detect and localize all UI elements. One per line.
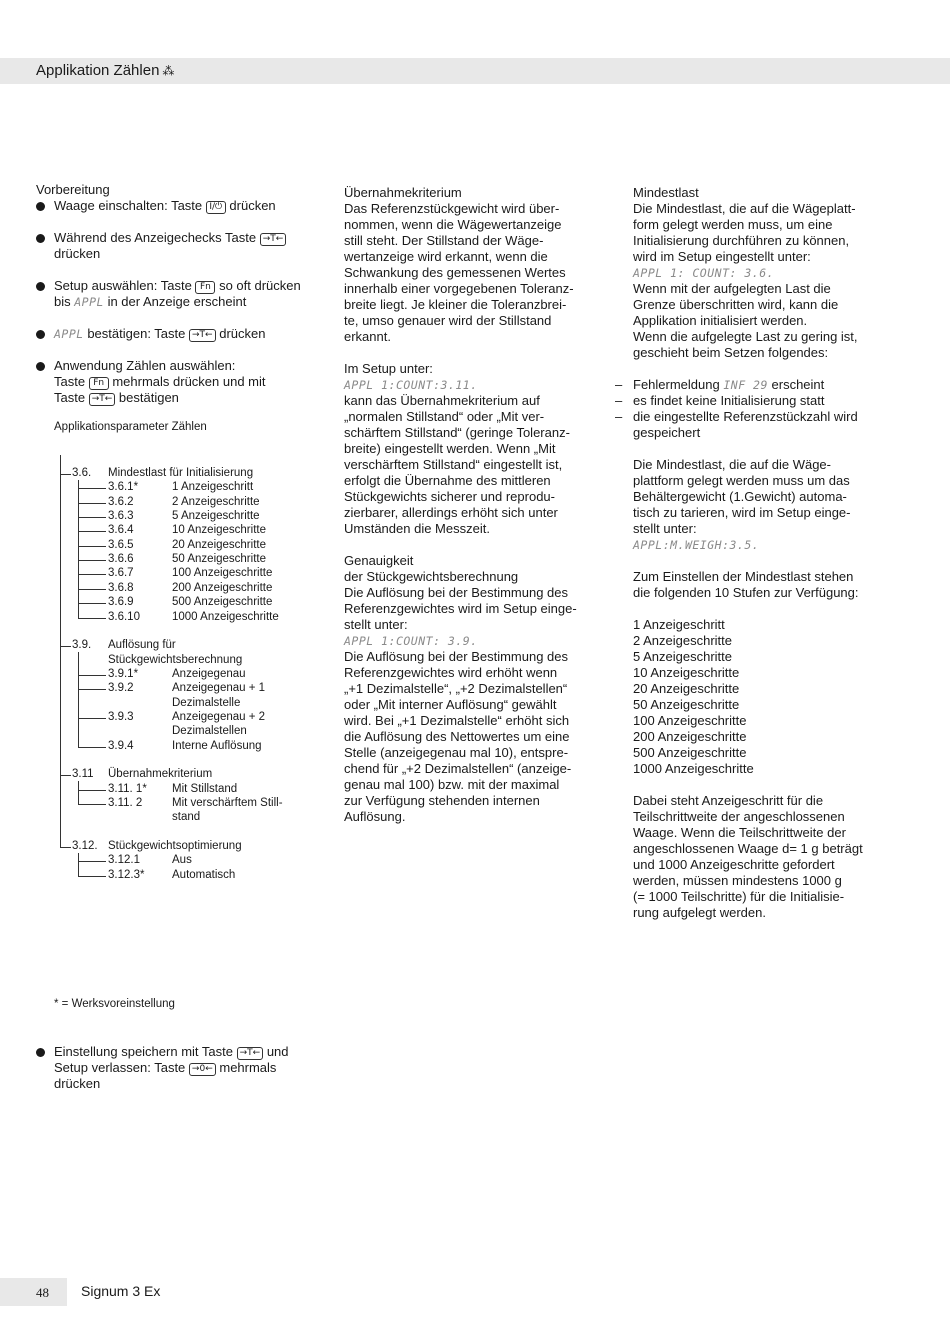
page-header [36, 61, 174, 81]
tree-connector [78, 531, 106, 532]
tare-key-icon: →T← [189, 329, 216, 342]
triangle-dots-icon: ⁂ [162, 64, 175, 78]
text-line: wird. Bei „+1 Dezimalstelle“ erhöht sich [344, 713, 570, 728]
tree-branch-line [78, 652, 79, 746]
tree-connector [78, 790, 106, 791]
text-line: verschärftem Stillstand“ eingestellt ist, [344, 457, 563, 472]
tree-item-number: 3.11 [72, 768, 94, 781]
final-step-block [36, 1044, 316, 1092]
power-key-icon: I/⏻ [206, 201, 226, 214]
tree-item-number: 3.6.1* [108, 481, 139, 494]
step-item: 1 Anzeigeschritt [633, 617, 725, 632]
tree-item-number: 3.6.5 [108, 538, 134, 551]
text-line: Initialisierung durchführen zu können, [633, 233, 850, 248]
text-line: stellt unter: [344, 617, 408, 632]
text-line: Applikation initialisiert werden. [633, 313, 808, 328]
footer-title: Signum 3 Ex [81, 1283, 161, 1299]
tree-item-number: 3.11. 1* [108, 782, 147, 795]
tree-connector [60, 775, 71, 776]
text-line: Die Mindestlast, die auf die Wägeplatt- [633, 201, 856, 216]
step-save-exit: Einstellung speichern mit Taste →T← und Setup verlassen: Taste →0← mehrmals drücken [36, 1044, 316, 1092]
tree-item-label: 500 Anzeigeschritte [172, 596, 273, 609]
tree-item-label: Dezimalstelle [172, 696, 241, 709]
tree-item-label: Anzeigegenau + 1 [172, 682, 266, 695]
tree-connector [78, 574, 106, 575]
tree-item-label: 1000 Anzeigeschritte [172, 610, 279, 623]
tree-item-number: 3.6. [72, 467, 92, 479]
text-line: Referenzgewichtes wird erhöht wenn [344, 665, 558, 680]
tree-item-number: 3.6.7 [108, 567, 134, 580]
tree-connector [78, 876, 106, 877]
tree-item-number: 3.6.9 [108, 596, 134, 609]
text-line: die Auflösung des Nettowertes um eine [344, 729, 570, 744]
text-line: still steht. Der Stillstand der Wäge- [344, 233, 544, 248]
text-line: Das Referenzstückgewicht wird über- [344, 201, 560, 216]
steps-list [633, 617, 883, 777]
text-line: Stückgewichts sicherer und reprodu- [344, 489, 555, 504]
accuracy-text [344, 553, 594, 633]
text-line: Übernahmekriterium [344, 185, 462, 200]
lcd-count-3-6: APPL 1: COUNT: 3.6. [633, 266, 775, 280]
text-line: Stelle (anzeigegenau mal 10), entspre- [344, 745, 569, 760]
step-item: 10 Anzeigeschritte [633, 665, 740, 680]
tree-connector [78, 503, 106, 504]
text-line: werden, müssen mindestens 1000 g [633, 873, 842, 888]
tree-item-label: Anzeigegenau + 2 [172, 710, 266, 723]
step-select-setup: Setup auswählen: Taste Fn so oft drücken bis APPL in der Anzeige erscheint [36, 278, 306, 310]
tree-item-label: stand [172, 811, 201, 824]
text-line: Die Auflösung bei der Bestimmung des [344, 649, 569, 664]
tree-item-label: Mit Stillstand [172, 782, 238, 795]
text-line: Dabei steht Anzeigeschritt für die [633, 793, 824, 808]
tree-item-number: 3.9. [72, 639, 92, 652]
tree-connector [78, 618, 106, 619]
tare-key-icon: →T← [260, 233, 287, 246]
text-line: Referenzgewichtes wird im Setup einge- [344, 601, 577, 616]
tree-item-label: Automatisch [172, 868, 236, 881]
step-item: 200 Anzeigeschritte [633, 729, 747, 744]
tree-item-number: 3.6.2 [108, 495, 134, 508]
tree-item-number: 3.12.1 [108, 854, 140, 867]
text-line: zur Verfügung stehenden internen [344, 793, 540, 808]
text-line: der Stückgewichtsberechnung [344, 569, 519, 584]
tree-item-number: 3.12.3* [108, 868, 145, 881]
tree-item-number: 3.6.3 [108, 510, 134, 523]
tree-connector [78, 603, 106, 604]
lcd-count-3-11: APPL 1:COUNT:3.11. [344, 378, 478, 392]
tree-item-label: Stückgewichtsberechnung [108, 653, 243, 666]
footer-page-box [0, 1278, 67, 1306]
text-line: Zum Einstellen der Mindestlast stehen [633, 569, 854, 584]
error-item: – Fehlermeldung INF 29 erscheint [615, 377, 883, 393]
step-select-counting: Anwendung Zählen auswählen: Taste Fn mehrmals drücken und mit Taste →T← bestätigen [36, 358, 306, 406]
tree-branch-line [78, 480, 79, 618]
text-line: schärftem Stillstand“ (geringe Toleranz- [344, 425, 570, 440]
tree-item-number: 3.9.1* [108, 667, 139, 680]
text-line: Behältergewicht (1.Gewicht) automa- [633, 489, 847, 504]
text-line: Auflösung. [344, 809, 406, 824]
text-line: oder „Mit interner Auflösung“ gewählt [344, 697, 557, 712]
text-line: „+1 Dezimalstelle“, „+2 Dezimalstellen“ [344, 681, 568, 696]
minimum-load-text [633, 185, 883, 265]
tree-item-number: 3.9.4 [108, 739, 134, 752]
text-line: form gelegt werden muss, um eine [633, 217, 833, 232]
text-line: breite liegt. Je kleiner die Toleranzbrei- [344, 297, 567, 312]
tree-connector [78, 861, 106, 862]
tree-item-number: 3.9.2 [108, 682, 134, 695]
tree-trunk-line [60, 455, 61, 847]
text-line: Umständen die Messzeit. [344, 521, 490, 536]
text-line: genau mal 100) bzw. mit der maximal [344, 777, 560, 792]
text-line: Mindestlast [633, 185, 699, 200]
tree-item-number: 3.6.8 [108, 581, 134, 594]
tree-item-number: 3.6.6 [108, 553, 134, 566]
tree-branch-line [78, 781, 79, 804]
tree-item-label: 10 Anzeigeschritte [172, 524, 266, 537]
text-line: erfolgt die Übernahme des mittleren [344, 473, 551, 488]
tree-connector [60, 474, 71, 475]
step-item: 2 Anzeigeschritte [633, 633, 733, 648]
tree-item-label: 2 Anzeigeschritte [172, 495, 260, 508]
no-init-item: – es findet keine Initialisierung statt [615, 393, 883, 409]
text-line: breite) eingestellt werden. Wenn „Mit [344, 441, 556, 456]
text-line: te, umso genauer wird der Stillstand [344, 313, 552, 328]
text-line: und 1000 Anzeigeschritte gefordert [633, 857, 835, 872]
tree-item-label: Auflösung für [108, 639, 176, 652]
text-line: (= 1000 Teilschritte) für die Initialisie- [633, 889, 845, 904]
text-line: Die Mindestlast, die auf die Wäge- [633, 457, 831, 472]
tree-item-number: 3.11. 2 [108, 797, 143, 810]
zero-key-icon: →0← [189, 1063, 216, 1076]
fn-key-icon: Fn [89, 377, 109, 390]
header-title: Applikation Zählen [36, 62, 160, 79]
column-middle [344, 185, 594, 825]
tree-item-label: Mindestlast für Initialisierung [108, 467, 254, 479]
tree-connector [60, 646, 71, 647]
step-item: 100 Anzeigeschritte [633, 713, 747, 728]
text-line: erkannt. [344, 329, 391, 344]
step-item: 20 Anzeigeschritte [633, 681, 740, 696]
tare-minimum-text [633, 457, 883, 537]
acceptance-criterion-detail [344, 393, 594, 537]
text-line: tisch zu tarieren, wird im Setup einge- [633, 505, 851, 520]
tree-item-label: Mit verschärftem Still- [172, 797, 283, 810]
minimum-load-detail [633, 281, 883, 361]
tree-connector [78, 488, 106, 489]
tree-item-label: Dezimalstellen [172, 725, 247, 738]
text-line: angeschlossenen Waage d= 1 g beträgt [633, 841, 863, 856]
tree-item-label: Übernahmekriterium [108, 768, 213, 781]
steps-intro [633, 569, 883, 601]
tree-item-label: 5 Anzeigeschritte [172, 510, 260, 523]
tree-item-label: 50 Anzeigeschritte [172, 553, 266, 566]
tree-item-label: 20 Anzeigeschritte [172, 538, 266, 551]
lcd-weigh-3-5: APPL:M.WEIGH:3.5. [633, 538, 760, 552]
lcd-inf29: INF 29 [723, 378, 768, 392]
tree-connector [78, 589, 106, 590]
text-line: rung aufgelegt werden. [633, 905, 766, 920]
step-confirm-appl: APPL bestätigen: Taste →T← drücken [36, 326, 306, 342]
params-title: Applikationsparameter Zählen [54, 421, 207, 433]
text-line: wertanzeige wird erkannt, wenn die [344, 249, 548, 264]
text-line: Wenn mit der aufgelegten Last die [633, 281, 831, 296]
text-line: Schwankung des gemessenen Wertes [344, 265, 566, 280]
text-line: Die Auflösung bei der Bestimmung des [344, 585, 569, 600]
tree-item-number: 3.6.4 [108, 524, 134, 537]
step-item: 500 Anzeigeschritte [633, 745, 747, 760]
text-line: Grenze überschritten wird, kann die [633, 297, 839, 312]
tare-key-icon: →T← [237, 1047, 264, 1060]
tree-item-label: Stückgewichtsoptimierung [108, 840, 242, 853]
tree-item-label: Aus [172, 854, 192, 867]
tree-connector [78, 560, 106, 561]
text-line: innerhalb einer vorgegebenen Toleranz- [344, 281, 574, 296]
tree-connector [78, 517, 106, 518]
column-right [633, 185, 883, 921]
text-line: Genauigkeit [344, 553, 414, 568]
text-line: Waage. Wenn die Teilschrittweite der [633, 825, 846, 840]
step-power-on: Waage einschalten: Taste I/⏻ drücken [36, 198, 306, 214]
tree-connector [78, 546, 106, 547]
lcd-count-3-9: APPL 1:COUNT: 3.9. [344, 634, 478, 648]
text-line: wird im Setup eingestellt unter: [633, 249, 811, 264]
tree-item-label: 1 Anzeigeschritt [172, 481, 254, 494]
column-left [36, 182, 306, 434]
text-line: stellt unter: [633, 521, 697, 536]
text-line: „normalen Stillstand“ oder „Mit ver- [344, 409, 545, 424]
tree-branch-line [78, 853, 79, 876]
tree-connector [78, 747, 106, 748]
reference-stored-item: – die eingestellte Referenzstückzahl wird gespeichert [615, 409, 883, 441]
page-number: 48 [36, 1285, 49, 1300]
text-line: kann das Übernahmekriterium auf [344, 393, 540, 408]
tree-connector [78, 804, 106, 805]
display-step-explanation [633, 793, 883, 921]
resolution-detail [344, 649, 594, 825]
tree-item-number: 3.9.3 [108, 710, 134, 723]
text-line: plattform gelegt werden muss um das [633, 473, 850, 488]
tare-key-icon: →T← [89, 393, 116, 406]
text-line: Wenn die aufgelegte Last zu gering ist, [633, 329, 858, 344]
text-line: die folgenden 10 Stufen zur Verfügung: [633, 585, 859, 600]
fn-key-icon: Fn [195, 281, 215, 294]
text-line: zierbarer, allerdings erhöht sich unter [344, 505, 558, 520]
tree-connector [78, 718, 106, 719]
tree-item-number: 3.12. [72, 840, 98, 853]
setup-under-label: Im Setup unter: [344, 361, 433, 376]
section-heading: Vorbereitung [36, 182, 110, 197]
tree-connector [78, 689, 106, 690]
text-line: nommen, wenn die Wägewertanzeige [344, 217, 562, 232]
step-item: 5 Anzeigeschritte [633, 649, 733, 664]
footnote: * = Werksvoreinstellung [54, 998, 175, 1010]
text-line: geschieht beim Setzen folgendes: [633, 345, 829, 360]
tree-connector [60, 847, 71, 848]
step-item: 1000 Anzeigeschritte [633, 761, 754, 776]
tree-item-number: 3.6.10 [108, 610, 140, 623]
tree-connector [78, 675, 106, 676]
text-line: chend für „+2 Dezimalstellen“ (anzeige- [344, 761, 572, 776]
step-item: 50 Anzeigeschritte [633, 697, 740, 712]
step-display-check: Während des Anzeigechecks Taste →T← drücken [36, 230, 306, 262]
acceptance-criterion-text [344, 185, 594, 345]
text-line: Teilschrittweite der angeschlossenen [633, 809, 845, 824]
tree-item-label: 100 Anzeigeschritte [172, 567, 273, 580]
tree-item-label: Interne Auflösung [172, 739, 262, 752]
tree-item-label: 200 Anzeigeschritte [172, 581, 273, 594]
tree-item-label: Anzeigegenau [172, 667, 246, 680]
